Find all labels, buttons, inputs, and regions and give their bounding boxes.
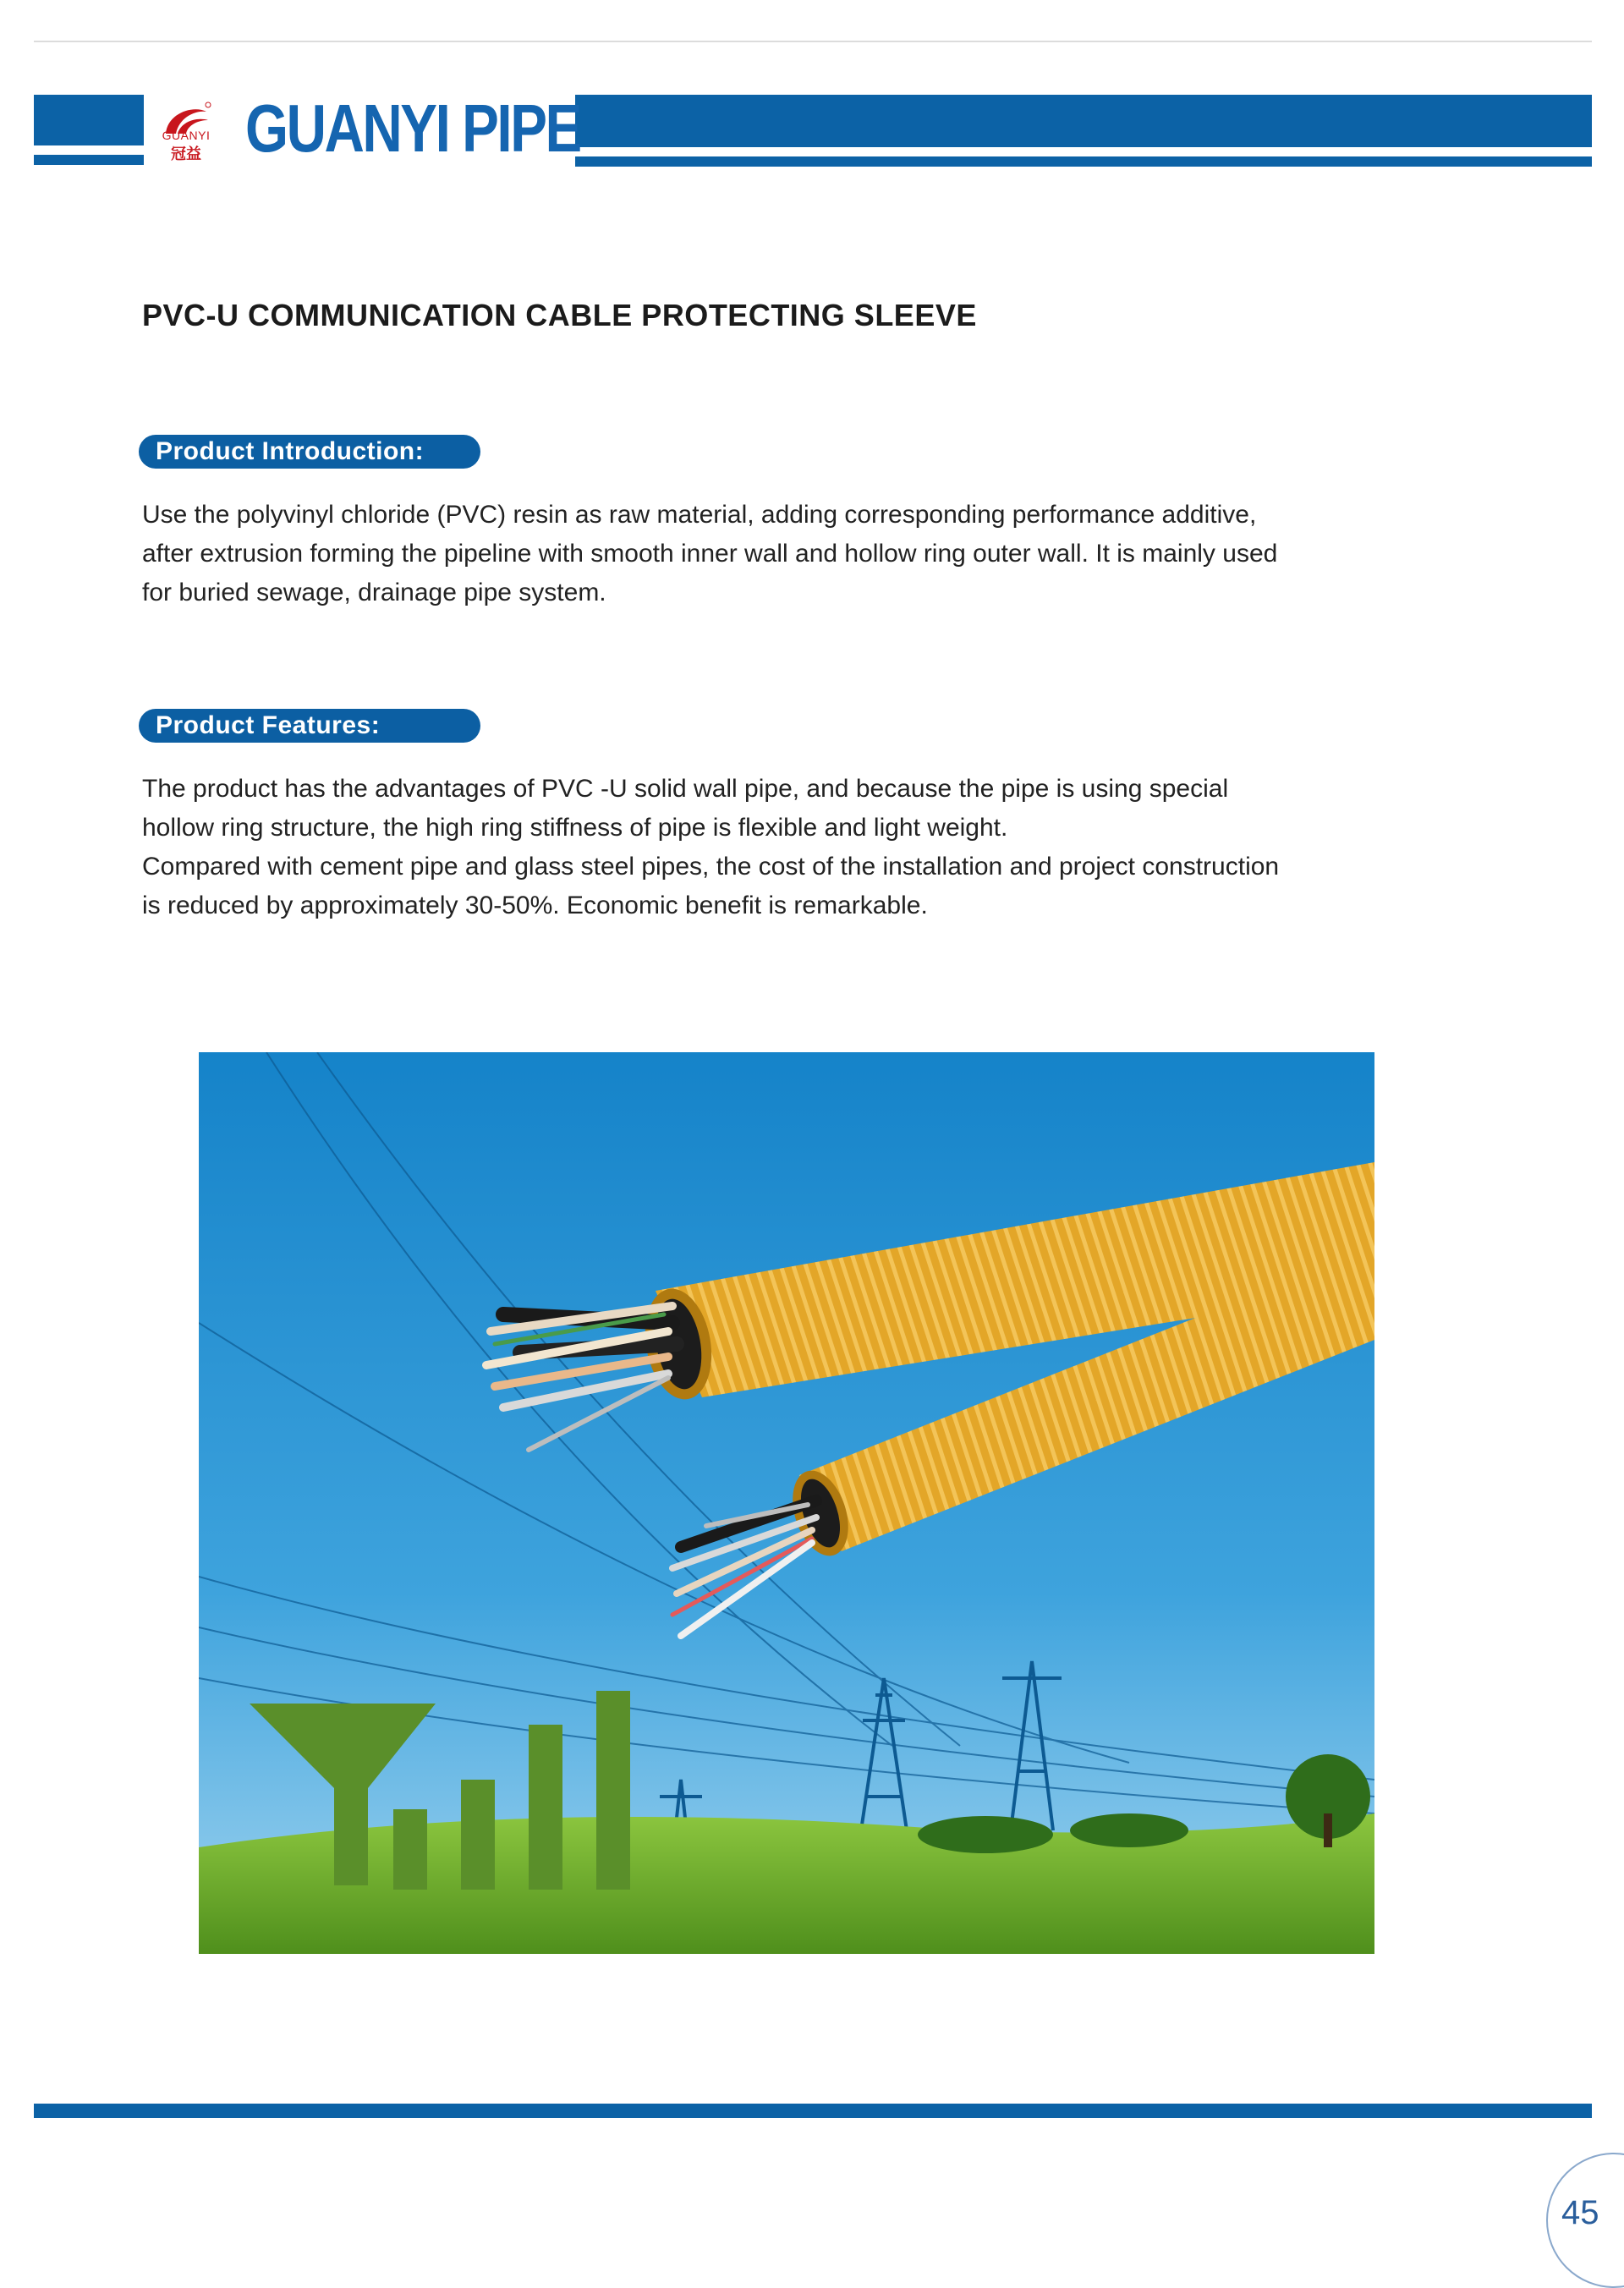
features-line: hollow ring structure, the high ring stiffness of pipe is flexible and light weight. [142, 814, 1008, 842]
intro-line: for buried sewage, drainage pipe system. [142, 579, 606, 606]
logo-english-text: GUANYI [162, 129, 211, 142]
header-band-right [575, 95, 1592, 147]
intro-paragraph [142, 496, 1445, 612]
top-rule [34, 41, 1592, 42]
product-photo [199, 1052, 1374, 1954]
header-band-right-thin [575, 156, 1592, 167]
brand-name: GUANYI PIPE [245, 91, 580, 166]
page-number: 45 [1561, 2194, 1599, 2231]
features-heading: Product Features: [139, 709, 480, 743]
brand-header [152, 88, 580, 169]
features-line: Compared with cement pipe and glass steel pipes, the cost of the installation and project construction [142, 853, 1280, 881]
features-line: The product has the advantages of PVC -U solid wall pipe, and because the pipe is using special [142, 775, 1229, 803]
intro-line: after extrusion forming the pipeline with smooth inner wall and hollow ring outer wall. It is mainly used [142, 540, 1278, 568]
product-illustration [199, 1052, 1374, 1954]
intro-heading: Product Introduction: [139, 435, 480, 469]
footer-band [34, 2104, 1592, 2118]
grass-field [199, 1813, 1374, 1954]
features-line: is reduced by approximately 30-50%. Economic benefit is remarkable. [142, 892, 928, 919]
features-paragraph [142, 770, 1445, 925]
page-title: PVC-U COMMUNICATION CABLE PROTECTING SLEEVE [142, 298, 977, 332]
header-band-left-thin [34, 155, 144, 165]
header-band-left [34, 95, 144, 145]
logo-chinese-text: 冠益 [171, 145, 201, 162]
intro-line: Use the polyvinyl chloride (PVC) resin as raw material, adding corresponding performance additive, [142, 501, 1257, 529]
